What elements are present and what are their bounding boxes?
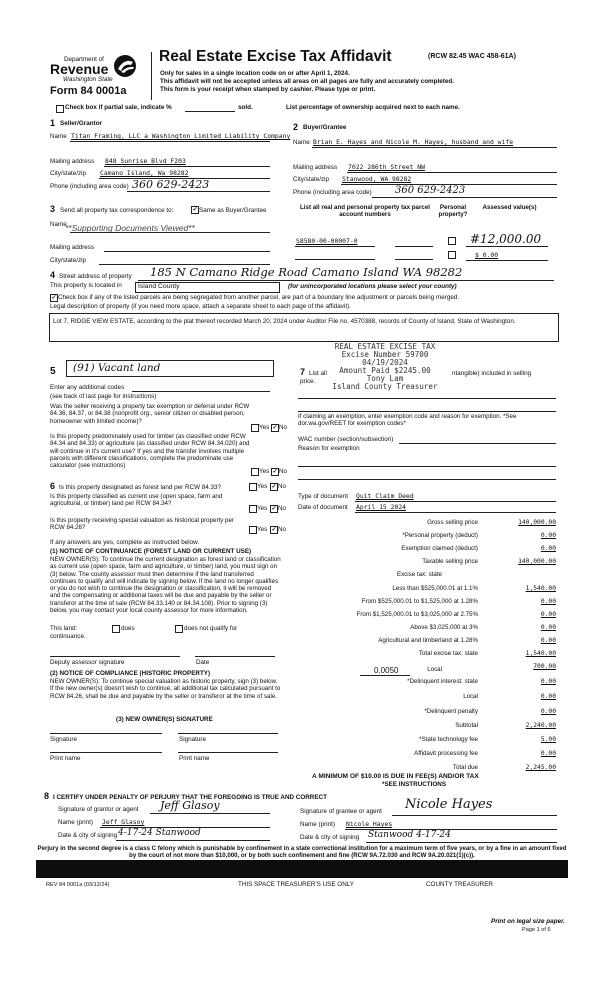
tax-label-delinquent-interest-local: Local xyxy=(463,693,478,700)
tax-value-gross[interactable]: 140,000.00 xyxy=(518,519,556,526)
tax-label-bracket-3: From $1,525,000.01 to $3,025,000 at 2.75% xyxy=(356,611,478,618)
county-treasurer-label: COUNTY TREASURER xyxy=(426,881,493,888)
current-use-no-checkbox[interactable]: ✓ xyxy=(271,506,277,512)
parcel-header: List all real and personal property tax parcel account numbers xyxy=(300,204,430,219)
perjury-notice: Perjury in the second degree is a class C felony which is punishable by confinement in a state correctional institution for a maximum term of five years, or by a fine in an amount fixed by the court of not more than $10,000, or by both such confinement and fine (RCW 9A.72.030 and RCW 9A.20.021(1)(c)). xyxy=(37,845,567,859)
county-value: Island County xyxy=(138,283,180,290)
tax-label-excise-state: Excise tax: state xyxy=(396,571,442,578)
grantor-name[interactable]: Jeff Glasoy xyxy=(102,818,145,826)
seller-name-label: Name xyxy=(50,133,67,140)
timber-no-label: No xyxy=(279,468,288,475)
land-does-checkbox[interactable] xyxy=(112,625,120,633)
use-code-box[interactable] xyxy=(66,360,274,377)
assessed-value-2[interactable]: $ 0.00 xyxy=(475,251,499,259)
owner-print-label-2: Print name xyxy=(179,755,210,762)
treasurer-space-label: THIS SPACE TREASURER'S USE ONLY xyxy=(238,881,354,888)
tax-value-technology-fee[interactable]: 5.00 xyxy=(540,736,556,743)
exemption-yes-label: Yes xyxy=(259,424,270,431)
personal-property-list-label: List all xyxy=(309,370,327,377)
minimum-due-note: A MINIMUM OF $10.00 IS DUE IN FEE(S) AND/OR TAX xyxy=(312,773,479,780)
seller-mailing[interactable]: 848 Sunrise Blvd F203 xyxy=(105,157,186,165)
land-does-not-checkbox[interactable] xyxy=(175,625,183,633)
section-3-city-label: City/state/zip xyxy=(50,257,87,264)
dept-line2: Revenue xyxy=(50,61,109,77)
grantee-date-city[interactable]: Stanwood 4-17-24 xyxy=(368,830,451,840)
seller-mailing-label: Mailing address xyxy=(50,158,95,165)
personal-property-intangible-label: ntangible) included in selling xyxy=(452,370,532,377)
see-instructions: *SEE INSTRUCTIONS xyxy=(382,781,447,788)
owner-signature-label-2: Signature xyxy=(179,736,206,743)
historic-yes-label: Yes xyxy=(257,526,268,533)
forest-no-label: No xyxy=(278,483,287,490)
tax-value-agricultural[interactable]: 0.00 xyxy=(540,637,556,644)
assessed-header: Assessed value(s) xyxy=(482,204,537,211)
grantor-date-city[interactable]: 4-17-24 Stanwood xyxy=(118,828,201,838)
continuance-label: continuance. xyxy=(50,633,86,640)
tax-value-delinquent-penalty[interactable]: 0.00 xyxy=(540,708,556,715)
tax-label-gross: Gross selling price xyxy=(427,519,478,526)
tax-label-local: Local xyxy=(427,666,442,673)
buyer-mailing-label: Mailing address xyxy=(293,164,338,171)
section-2-number: 2 xyxy=(293,122,299,132)
street-address[interactable]: 185 N Camano Ridge Road Camano Island WA 98282 xyxy=(150,265,463,279)
stamp-line-3: 04/19/2024 xyxy=(362,358,408,367)
forest-no-checkbox[interactable]: ✓ xyxy=(271,484,277,490)
seller-name[interactable]: Titan Framing, LLC a Washington Limited Liability Company xyxy=(71,132,291,140)
deputy-date-label: Date xyxy=(196,659,210,666)
seller-phone[interactable]: 360 629-2423 xyxy=(132,178,210,191)
grantor-date-label: Date & city of signing xyxy=(58,832,118,839)
personal-property-checkbox-1[interactable] xyxy=(448,237,456,245)
parcel-number[interactable]: S8580-00-00007-0 xyxy=(296,237,358,245)
exemption-no-label: No xyxy=(279,424,288,431)
section-6-number: 6 xyxy=(50,481,56,491)
tax-label-technology-fee: *State technology fee xyxy=(419,736,478,743)
historic-question: Is this property receiving special valuation as historical property per RCW 84.26? xyxy=(50,517,234,532)
personal-property-checkbox-2[interactable] xyxy=(448,251,456,259)
tax-label-processing-fee: Affidavit processing fee xyxy=(414,750,478,757)
exemption-yes-checkbox[interactable] xyxy=(251,424,259,432)
tax-value-total-state[interactable]: 1,540.00 xyxy=(525,650,556,657)
grantee-signature[interactable]: Nicole Hayes xyxy=(405,797,493,812)
tax-label-bracket-4: Above $3,025,000 at 3% xyxy=(410,624,478,631)
tax-label-subtotal: Subtotal xyxy=(455,722,478,729)
county-select[interactable] xyxy=(135,282,280,293)
doc-type[interactable]: Quit Claim Deed xyxy=(356,492,414,500)
tax-label-bracket-1: Less than $525,000.01 at 1.1% xyxy=(392,585,478,592)
tax-value-bracket-1[interactable]: 1,540.00 xyxy=(525,585,556,592)
personal-header: Personal property? xyxy=(438,204,468,219)
section-4-number: 4 xyxy=(50,270,56,280)
sold-label: sold. xyxy=(238,104,253,111)
same-as-buyer-checkbox[interactable]: ✓ xyxy=(192,207,198,213)
statute: (RCW 82.45 WAC 458-61A) xyxy=(428,53,516,60)
reason-label: Reason for exemption xyxy=(298,445,360,452)
tax-label-agricultural: Agricultural and timberland at 1.28% xyxy=(378,637,478,644)
section-5-number: 5 xyxy=(50,366,56,377)
section-3-name-label: Name xyxy=(50,221,67,228)
forest-land-question: Is this property designated as forest land per RCW 84.33? xyxy=(59,484,222,491)
buyer-name[interactable]: Brian E. Hayes and Nicole M. Hayes, husband and wife xyxy=(313,138,514,146)
grantee-name[interactable]: Nicole Hayes xyxy=(346,820,393,828)
buyer-city[interactable]: Stanwood, WA 98282 xyxy=(342,175,412,183)
timber-yes-checkbox[interactable] xyxy=(251,468,259,476)
wac-label: WAC number (section/subsection) xyxy=(298,436,394,443)
street-address-label: Street address of property xyxy=(59,273,132,280)
section-3-number: 3 xyxy=(50,204,56,214)
partial-sale-checkbox[interactable] xyxy=(56,105,64,113)
buyer-mailing[interactable]: 7022 286th Street NW xyxy=(348,163,425,171)
tax-label-exemption: Exemption claimed (deduct) xyxy=(401,545,478,552)
tax-value-local[interactable]: 700.00 xyxy=(533,663,556,670)
grantee-date-label: Date & city of signing xyxy=(300,834,360,841)
page-number: Page 1 of 6 xyxy=(522,927,551,933)
land-does-not-label: does not qualify for xyxy=(184,625,238,632)
section-3-text: Send all property tax correspondence to: xyxy=(60,207,174,214)
section-7-number: 7 xyxy=(300,367,306,377)
form-number: Form 84 0001a xyxy=(50,85,127,97)
land-does-label: does xyxy=(121,625,135,632)
certify-statement: I CERTIFY UNDER PENALTY OF PERJURY THAT THE FOREGOING IS TRUE AND CORRECT xyxy=(53,794,327,801)
owner-print-label-1: Print name xyxy=(50,755,81,762)
doc-type-label: Type of document xyxy=(298,493,349,500)
segregated-checkbox[interactable]: ✓ xyxy=(51,295,57,301)
stamp-line-5: Tony Lam xyxy=(366,374,404,383)
tax-value-exemption[interactable]: 0.00 xyxy=(540,545,556,552)
forest-yes-checkbox[interactable] xyxy=(249,483,257,491)
buyer-heading: Buyer/Grantee xyxy=(303,124,347,131)
tax-label-total-state: Total excise tax: state xyxy=(418,650,478,657)
legal-paper-note: Print on legal size paper. xyxy=(491,918,565,925)
partial-sale-label: Check box if partial sale, indicate % xyxy=(65,104,172,111)
tax-value-bracket-4[interactable]: 0.00 xyxy=(540,624,556,631)
codes-note: (see back of last page for instructions) xyxy=(50,393,157,400)
tax-value-bracket-3[interactable]: 0.00 xyxy=(540,611,556,618)
legal-description-box[interactable] xyxy=(49,313,559,342)
revision-label: REV 84 0001a (03/12/24) xyxy=(46,882,110,888)
buyer-phone-label: Phone (including area code) xyxy=(293,189,372,196)
grantor-signature-label: Signature of grantor or agent xyxy=(58,806,139,813)
section-1-number: 1 xyxy=(50,118,56,128)
tax-value-taxable[interactable]: 140,000.00 xyxy=(518,558,556,565)
current-use-question: Is this property classified as current use (open space, farm and agricultural, or timber) land per RCW 84.34? xyxy=(50,493,223,508)
scanner-bar xyxy=(36,860,568,878)
notice-continuance-title: (1) NOTICE OF CONTINUANCE (FOREST LAND OR CURRENT USE) xyxy=(50,548,252,555)
exemption-no-checkbox[interactable]: ✓ xyxy=(272,425,278,431)
page-title: Real Estate Excise Tax Affidavit xyxy=(159,48,392,65)
seller-heading: Seller/Grantor xyxy=(60,120,102,127)
doc-date-label: Date of document xyxy=(298,504,348,511)
grantee-signature-label: Signature of grantee or agent xyxy=(300,808,382,815)
use-code: (91) Vacant land xyxy=(73,362,161,374)
notice-compliance-text: NEW OWNER(S): To continue special valuation as historic property, sign (3) below. If the new owner(s) doesn't wish to continue, all additional tax calculated pursuant to RCW 84.26, shall be due and payable by the seller or transferor at the time of sale. xyxy=(50,678,281,700)
unincorporated-note: (for unincorporated locations please select your county) xyxy=(288,283,457,290)
exemption-instructions: If claiming an exemption, enter exemption code and reason for exemption. *See dor.wa.gov/REET for exemption codes* xyxy=(298,413,517,428)
revenue-logo-icon xyxy=(112,54,138,78)
grantor-name-label: Name (print) xyxy=(58,819,93,826)
historic-no-label: No xyxy=(278,526,287,533)
subtitle-3: This form is your receipt when stamped by cashier. Please type or print. xyxy=(160,86,376,93)
seller-city[interactable]: Camano Island, Wa 98282 xyxy=(100,169,189,177)
new-owner-signature-title: (3) NEW OWNER(S) SIGNATURE xyxy=(116,716,213,723)
local-rate[interactable]: 0.0050 xyxy=(374,666,399,675)
subtitle-1: Only for sales in a single location code on or after April 1, 2024. xyxy=(160,70,350,77)
stamp-line-2: Excise Number 59700 xyxy=(341,350,429,359)
doc-date[interactable]: April 15 2024 xyxy=(356,503,407,511)
tax-value-personal[interactable]: 0.00 xyxy=(540,532,556,539)
dept-line3: Washington State xyxy=(63,76,113,83)
tax-value-bracket-2[interactable]: 0.00 xyxy=(540,598,556,605)
current-use-yes-checkbox[interactable] xyxy=(249,505,257,513)
same-as-buyer-label: Same as Buyer/Grantee xyxy=(199,207,267,214)
current-use-no-label: No xyxy=(278,505,287,512)
percentage-note: List percentage of ownership acquired next to each name. xyxy=(286,104,460,111)
segregated-label: Check box if any of the listed parcels are being segregated from another parcel, are part of a boundary line adjustment or parcels being merged. xyxy=(58,294,460,301)
owner-signature-label-1: Signature xyxy=(50,736,77,743)
forest-yes-label: Yes xyxy=(257,483,268,490)
legal-description-label: Legal description of property (if you need more space, attach a separate sheet to each page of the affidavit). xyxy=(50,303,351,310)
buyer-name-label: Name xyxy=(293,139,310,146)
stamp-line-1: REAL ESTATE EXCISE TAX xyxy=(334,342,436,351)
tax-value-delinquent-interest-state[interactable]: 0.00 xyxy=(540,678,556,685)
tax-label-delinquent-interest-state: *Delinquent interest: state xyxy=(407,678,478,685)
historic-no-checkbox[interactable]: ✓ xyxy=(271,527,277,533)
tax-value-processing-fee[interactable]: 0.00 xyxy=(540,750,556,757)
tax-label-personal: *Personal property (deduct) xyxy=(402,532,478,539)
tax-label-bracket-2: From $525,000.01 to $1,525,000 at 1.28% xyxy=(361,598,478,605)
personal-property-price-label: price. xyxy=(300,378,316,385)
tax-label-total-due: Total due xyxy=(452,764,478,771)
historic-yes-checkbox[interactable] xyxy=(249,526,257,534)
tax-value-subtotal[interactable]: 2,240.00 xyxy=(525,722,556,729)
seller-city-label: City/state/zip xyxy=(50,170,87,177)
notice-continuance-text: NEW OWNER(S): To continue the current designation as forest land or classification as current use (open space, farm and agriculture, or timber) land, you must sign on (3) below. The county assessor must then determine if the land transferred continues to qualify and will indicate by signing below. If the land no longer qualifies or you do not wish to continue the designation or classification, it will be removed and the compensating or additional taxes will be due and payable by the seller or transferor at the time of sale (RCW 84.33.140 or 84.34.108). Prior to signing (3) below, you may contact your local county assessor for more information. xyxy=(50,556,281,615)
buyer-city-label: City/state/zip xyxy=(293,176,330,183)
seller-phone-label: Phone (including area code) xyxy=(50,183,129,190)
tax-label-taxable: Taxable selling price xyxy=(422,558,478,565)
timber-no-checkbox[interactable]: ✓ xyxy=(272,469,278,475)
grantee-name-label: Name (print) xyxy=(300,821,335,828)
located-in-label: This property is located in xyxy=(50,282,122,289)
this-land-label: This land: xyxy=(50,625,78,632)
tax-label-delinquent-penalty: *Delinquent penalty xyxy=(424,708,478,715)
stamp-line-4: Amount Paid $2245.00 xyxy=(339,366,431,375)
buyer-phone[interactable]: 360 629-2423 xyxy=(395,185,466,196)
subtitle-2: This affidavit will not be accepted unless all areas on all pages are fully and accurately completed. xyxy=(160,78,454,85)
section-8-number: 8 xyxy=(44,791,50,801)
assessed-value-1[interactable]: #12,000.00 xyxy=(470,232,542,246)
supporting-documents-note: **Supporting Documents Viewed** xyxy=(65,223,195,233)
timber-yes-label: Yes xyxy=(259,468,270,475)
tax-value-total-due[interactable]: 2,245.00 xyxy=(525,764,556,771)
tax-exemption-question: Was the seller receiving a property tax exemption or deferral under RCW 84.36, 84.37, or 84.38 (nonprofit org., senior citizen or disabled person, homeowner with limited income)? xyxy=(50,403,250,425)
if-yes-note: If any answers are yes, complete as instructed below. xyxy=(50,539,200,546)
current-use-yes-label: Yes xyxy=(257,505,268,512)
deputy-signature-label: Deputy assessor signature xyxy=(50,659,125,666)
stamp-line-6: Island County Treasurer xyxy=(332,382,438,391)
additional-codes-label: Enter any additional codes xyxy=(50,384,125,391)
notice-compliance-title: (2) NOTICE OF COMPLIANCE (HISTORIC PROPERTY) xyxy=(50,670,211,677)
timber-question: Is this property predominately used for timber (as classified under RCW 84.34 and 84.33) or agriculture (as classified under RCW 84.34.020) and will continue in it's current use? If yes and the transfer involves multiple parcels with different classifications, complete the predominate use calculator (see instructions) xyxy=(50,433,250,470)
legal-description: Lot 7, RIDGE VIEW ESTATE, according to the plat thereof recorded March 20, 2024 under Auditor File no. 4570388, records of County of Island, State of Washington. xyxy=(53,318,516,325)
tax-value-delinquent-interest-local[interactable]: 0.00 xyxy=(540,693,556,700)
section-3-mailing-label: Mailing address xyxy=(50,244,95,251)
dept-line1: Department of xyxy=(64,56,104,63)
grantor-signature[interactable]: Jeff Glasoy xyxy=(160,799,220,812)
